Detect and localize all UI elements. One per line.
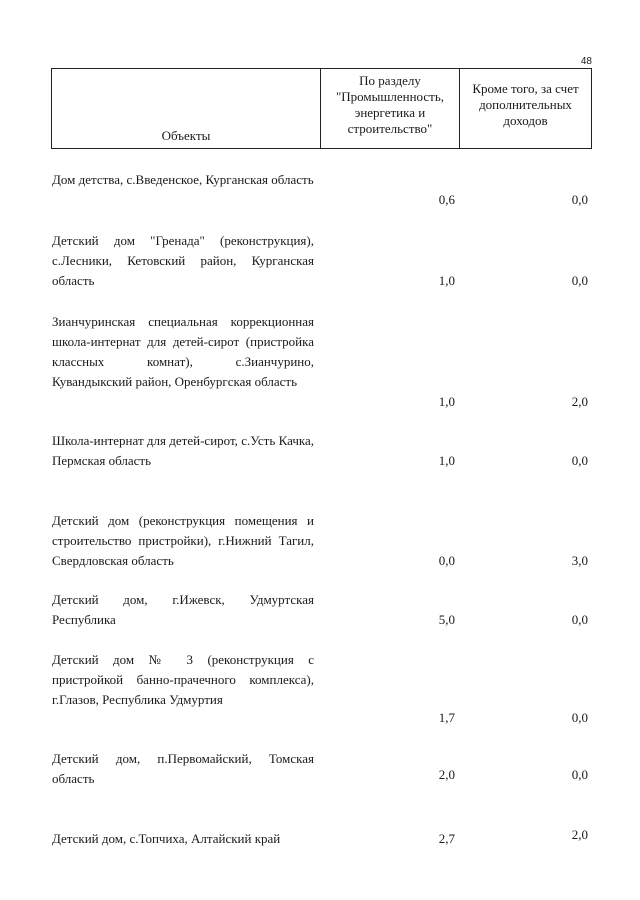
extra-value: 2,0 (571, 394, 588, 409)
table-row (52, 511, 592, 568)
table-row (52, 312, 592, 409)
extra-value: 0,0 (571, 612, 588, 627)
object-name: Школа-интернат для детей-сирот, с.Усть Качка, Пермская область (52, 433, 314, 468)
object-name: Детский дом (реконструкция помещения и строительство пристройки), г.Нижний Тагил, Свердловская область (52, 513, 314, 568)
section-value: 2,0 (438, 767, 455, 782)
header-section: По разделу "Промышленность, энергетика и строительство" (321, 69, 460, 148)
extra-value: 2,0 (571, 827, 588, 842)
extra-value: 3,0 (571, 553, 588, 568)
section-value: 0,0 (438, 553, 455, 568)
table-row (52, 827, 592, 846)
section-value: 2,7 (438, 831, 455, 846)
object-name: Детский дом "Гренада" (реконструкция), с.Лесники, Кетовский район, Курганская область (52, 233, 314, 288)
section-value: 1,0 (438, 394, 455, 409)
section-value: 1,0 (438, 453, 455, 468)
section-value: 1,0 (438, 273, 455, 288)
table-row (52, 431, 592, 468)
object-name: Зианчуринская специальная коррекционная школа-интернат для детей-сирот (пристройка классных комнат), с.Зианчурино, Кувандыкский район, Оренбургская область (52, 314, 314, 389)
table-row (52, 650, 592, 725)
object-name: Детский дом, с.Топчиха, Алтайский край (52, 831, 281, 846)
extra-value: 0,0 (571, 710, 588, 725)
object-name: Детский дом, г.Ижевск, Удмуртская Республика (52, 592, 314, 627)
page-number: 48 (580, 56, 592, 67)
header-objects: Объекты (52, 69, 321, 148)
table-row (52, 231, 592, 288)
table-row (52, 749, 592, 786)
object-name: Детский дом № 3 (реконструкция с пристройкой банно-прачечного комплекса), г.Глазов, Республика Удмуртия (52, 652, 314, 707)
extra-value: 0,0 (571, 453, 588, 468)
extra-value: 0,0 (571, 192, 588, 207)
table-header (51, 68, 592, 149)
header-extra: Кроме того, за счет дополнительных доходов (472, 81, 579, 128)
table-row (52, 590, 592, 627)
table-row (52, 170, 592, 207)
extra-value: 0,0 (571, 273, 588, 288)
object-name: Дом детства, с.Введенское, Курганская область (52, 172, 314, 187)
extra-value: 0,0 (571, 767, 588, 782)
section-value: 0,6 (438, 192, 455, 207)
object-name: Детский дом, п.Первомайский, Томская область (52, 751, 314, 786)
section-value: 1,7 (438, 710, 455, 725)
section-value: 5,0 (438, 612, 455, 627)
